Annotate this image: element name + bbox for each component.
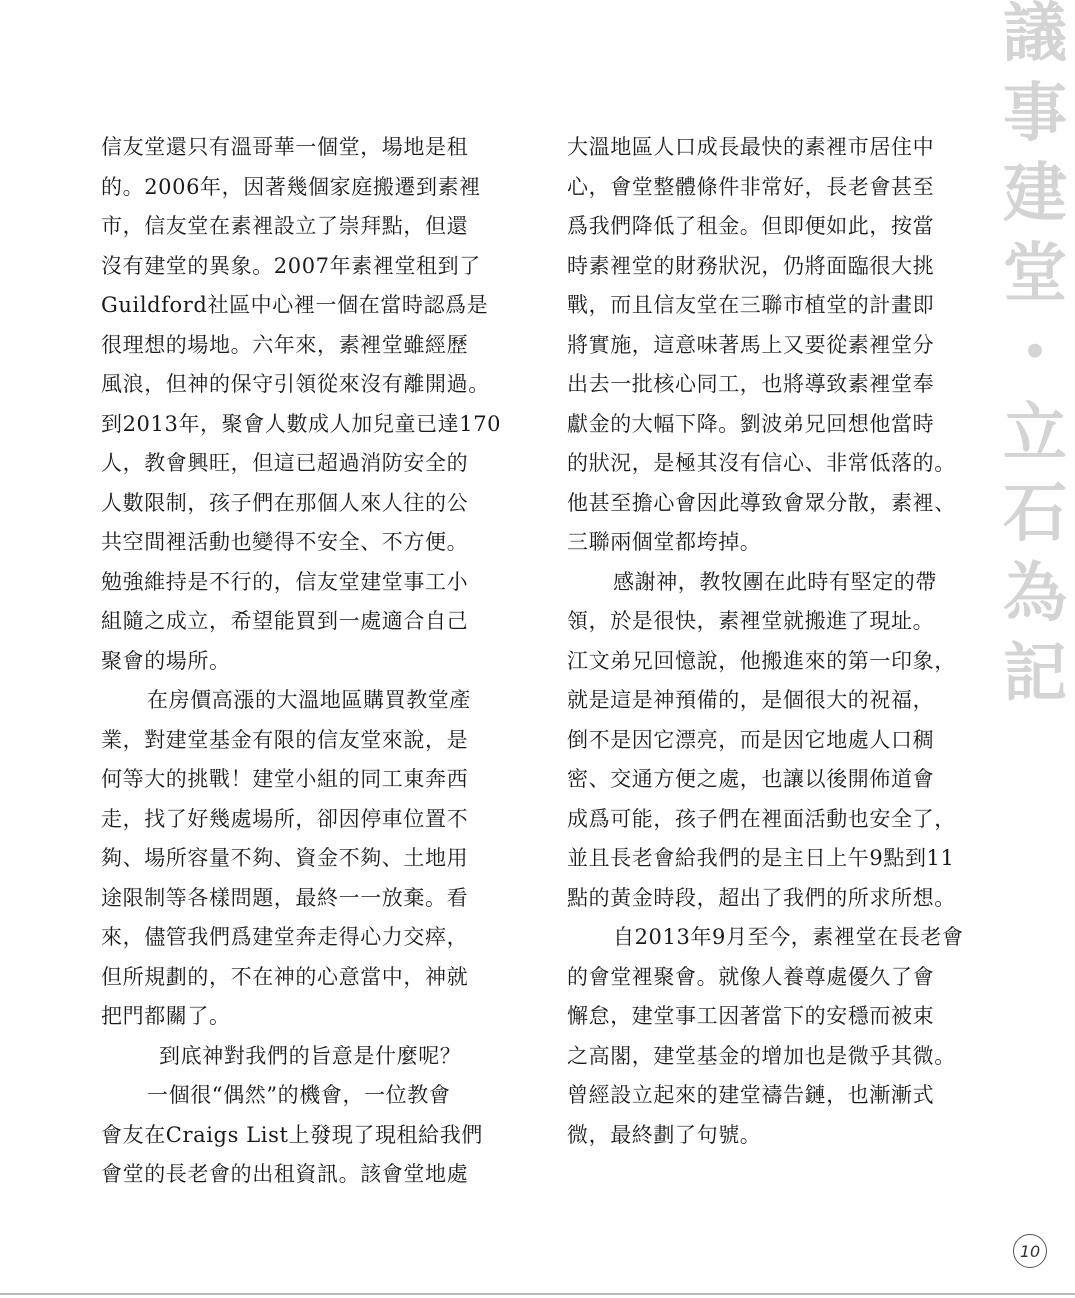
text-line: 曾經設立起來的建堂禱告鏈，也漸漸式	[567, 1083, 935, 1107]
text-line: 業，對建堂基金有限的信友堂來說，是	[101, 727, 469, 752]
text-line: 何等大的挑戰！建堂小組的同工東奔西	[101, 767, 469, 791]
text-line: 途限制等各樣問題，最終一一放棄。看	[101, 885, 469, 910]
right-text-column	[567, 128, 987, 1155]
text-line: 心，會堂整體條件非常好，長老會甚至	[567, 174, 935, 199]
text-line: 到2013年，聚會人數成人加兒童已達170	[101, 411, 502, 436]
left-text-column	[101, 128, 521, 1195]
text-line: 但所規劃的，不在神的心意當中，神就	[101, 964, 469, 989]
text-line: 點的黃金時段，超出了我們的所求所想。	[567, 885, 956, 910]
text-line: 領，於是很快，素裡堂就搬進了現址。	[567, 609, 935, 633]
text-line: 微，最終劃了句號。	[567, 1122, 762, 1147]
title-char: 記	[1003, 637, 1067, 711]
title-char: 建	[1003, 157, 1067, 231]
title-char: 為	[1003, 557, 1067, 631]
text-line: 的會堂裡聚會。就像人養尊處優久了會	[567, 964, 935, 989]
text-line: 倒不是因它漂亮，而是因它地處人口稠	[567, 727, 935, 752]
text-line: 聚會的場所。	[101, 648, 231, 673]
text-line: 江文弟兄回憶說，他搬進來的第一印象，	[567, 648, 956, 673]
text-line: 會友在Craigs List上發現了現租給我們	[101, 1122, 483, 1147]
text-line: 一個很“偶然”的機會，一位教會	[147, 1083, 451, 1107]
title-char: 堂	[1003, 237, 1067, 311]
text-line: 到底神對我們的旨意是什麼呢？	[159, 1043, 462, 1068]
text-line: Guildford社區中心裡一個在當時認爲是	[101, 293, 489, 317]
text-line: 的狀況，是極其沒有信心、非常低落的。	[567, 451, 956, 475]
page-number-badge	[1013, 1234, 1047, 1268]
text-line: 成爲可能，孩子們在裡面活動也安全了，	[567, 806, 956, 831]
text-line: 市，信友堂在素裡設立了崇拜點，但還	[101, 214, 469, 238]
text-line: 他甚至擔心會因此導致會眾分散，素裡、	[567, 490, 956, 515]
text-line: 爲我們降低了租金。但即便如此，按當	[567, 214, 935, 238]
text-line: 很理想的場地。六年來，素裡堂雖經歷	[101, 332, 469, 357]
text-line: 三聯兩個堂都垮掉。	[567, 530, 762, 554]
text-line: 共空間裡活動也變得不安全、不方便。	[101, 530, 469, 554]
text-line: 出去一批核心同工，也將導致素裡堂奉	[567, 372, 935, 396]
title-char: 事	[1003, 77, 1067, 151]
text-line: 自2013年9月至今，素裡堂在長老會	[613, 925, 964, 949]
text-line: 之高閣，建堂基金的增加也是微乎其微。	[567, 1043, 956, 1068]
title-char: 石	[1003, 477, 1067, 551]
text-line: 大溫地區人口成長最快的素裡市居住中	[567, 135, 935, 159]
text-line: 並且長老會給我們的是主日上午9點到11	[567, 846, 955, 870]
section-title-vertical	[1003, 0, 1067, 714]
title-char: ・	[1003, 317, 1067, 391]
text-line: 的。2006年，因著幾個家庭搬遷到素裡	[101, 174, 481, 199]
text-line: 時素裡堂的財務狀況，仍將面臨很大挑	[567, 253, 935, 278]
bottom-divider	[0, 1293, 1075, 1295]
text-line: 沒有建堂的異象。2007年素裡堂租到了	[101, 253, 481, 278]
text-line: 會堂的長老會的出租資訊。該會堂地處	[101, 1162, 469, 1186]
title-char: 立	[1003, 397, 1067, 471]
text-line: 懈怠，建堂事工因著當下的安穩而被束	[567, 1004, 935, 1028]
text-line: 人，教會興旺，但這已超過消防安全的	[101, 451, 469, 475]
page-number: 10	[1019, 1241, 1041, 1261]
text-line: 感謝神，教牧團在此時有堅定的帶	[613, 569, 937, 594]
text-line: 在房價高漲的大溫地區購買教堂產	[147, 688, 471, 712]
text-line: 獻金的大幅下降。劉波弟兄回想他當時	[567, 411, 935, 436]
text-line: 勉強維持是不行的，信友堂建堂事工小	[101, 569, 469, 594]
title-char: 議	[1003, 0, 1067, 71]
text-line: 把門都關了。	[101, 1004, 231, 1028]
text-line: 戰，而且信友堂在三聯市植堂的計畫即	[567, 293, 935, 317]
text-line: 將實施，這意味著馬上又要從素裡堂分	[567, 332, 935, 357]
text-line: 密、交通方便之處，也讓以後開佈道會	[567, 767, 935, 791]
text-line: 信友堂還只有溫哥華一個堂，場地是租	[101, 135, 469, 159]
text-line: 走，找了好幾處場所，卻因停車位置不	[101, 806, 469, 831]
text-line: 組隨之成立，希望能買到一處適合自己	[101, 609, 469, 633]
text-line: 來，儘管我們爲建堂奔走得心力交瘁，	[101, 925, 469, 949]
text-line: 就是這是神預備的，是個很大的祝福，	[567, 688, 935, 712]
text-line: 夠、場所容量不夠、資金不夠、土地用	[101, 846, 469, 870]
text-line: 風浪，但神的保守引領從來沒有離開過。	[101, 372, 490, 396]
text-line: 人數限制，孩子們在那個人來人往的公	[101, 490, 469, 515]
